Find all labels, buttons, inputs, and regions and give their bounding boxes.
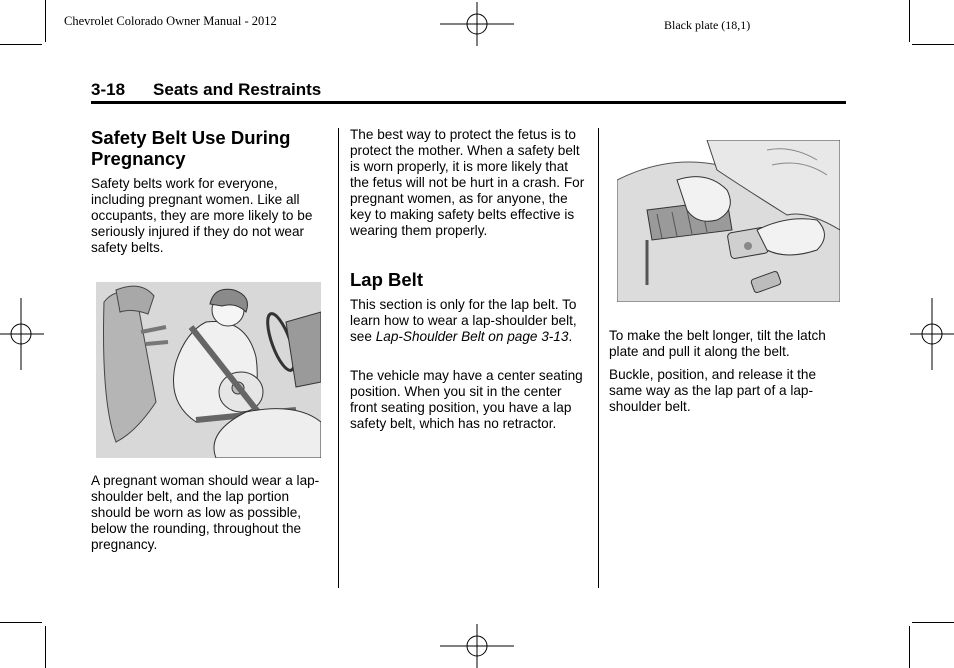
crop-mark <box>0 44 42 45</box>
crop-mark <box>912 622 954 623</box>
plate-label: Black plate (18,1) <box>664 18 751 32</box>
crop-mark <box>909 0 910 42</box>
pregnant-woman-illustration <box>96 282 321 458</box>
paragraph: Buckle, position, and release it the same way as the lap part of a lap-shoulder belt. <box>609 367 817 414</box>
registration-mark-right <box>910 298 954 370</box>
paragraph <box>350 297 588 345</box>
section-number: 3-18 <box>91 80 126 99</box>
column-divider <box>598 128 599 588</box>
crop-mark <box>45 626 46 668</box>
paragraph: The vehicle may have a center seating position. When you sit in the center front seating position, you have a lap safety belt, which has no retractor. <box>350 368 583 431</box>
section-title: Seats and Restraints <box>153 80 322 99</box>
paragraph: The best way to protect the fetus is to protect the mother. When a safety belt is worn properly, it is more likely that the fetus will not be hurt in a crash. For pregnant women, as for anyone, the key to making safety belts effective is wearing them properly. <box>350 127 585 238</box>
heading-lap-belt: Lap Belt <box>350 269 423 290</box>
crop-mark <box>0 622 42 623</box>
section-header <box>91 80 321 100</box>
crop-mark <box>912 44 954 45</box>
paragraph-text: This section is only for the lap belt. To learn how to wear a lap-shoulder belt, see <box>350 297 577 344</box>
column-divider <box>338 128 339 588</box>
manual-title: Chevrolet Colorado Owner Manual - 2012 <box>64 14 277 28</box>
registration-mark-top <box>440 2 514 46</box>
cross-reference-link[interactable]: Lap-Shoulder Belt on page 3-13 <box>375 329 569 344</box>
paragraph-text: . <box>568 329 573 344</box>
registration-mark-bottom <box>440 624 514 668</box>
latch-plate-illustration <box>617 140 840 302</box>
crop-mark <box>45 0 46 42</box>
paragraph: Safety belts work for everyone, including pregnant women. Like all occupants, they are more likely to be seriously injured if they do not wear safety belts. <box>91 176 313 255</box>
registration-mark-left <box>0 298 44 370</box>
crop-mark <box>909 626 910 668</box>
section-rule <box>91 101 846 104</box>
paragraph: To make the belt longer, tilt the latch plate and pull it along the belt. <box>609 328 826 359</box>
heading-safety-belt-pregnancy: Safety Belt Use During Pregnancy <box>91 127 291 169</box>
figure-caption: A pregnant woman should wear a lap-shoulder belt, and the lap portion should be worn as low as possible, below the rounding, throughout the pregnancy. <box>91 473 320 552</box>
